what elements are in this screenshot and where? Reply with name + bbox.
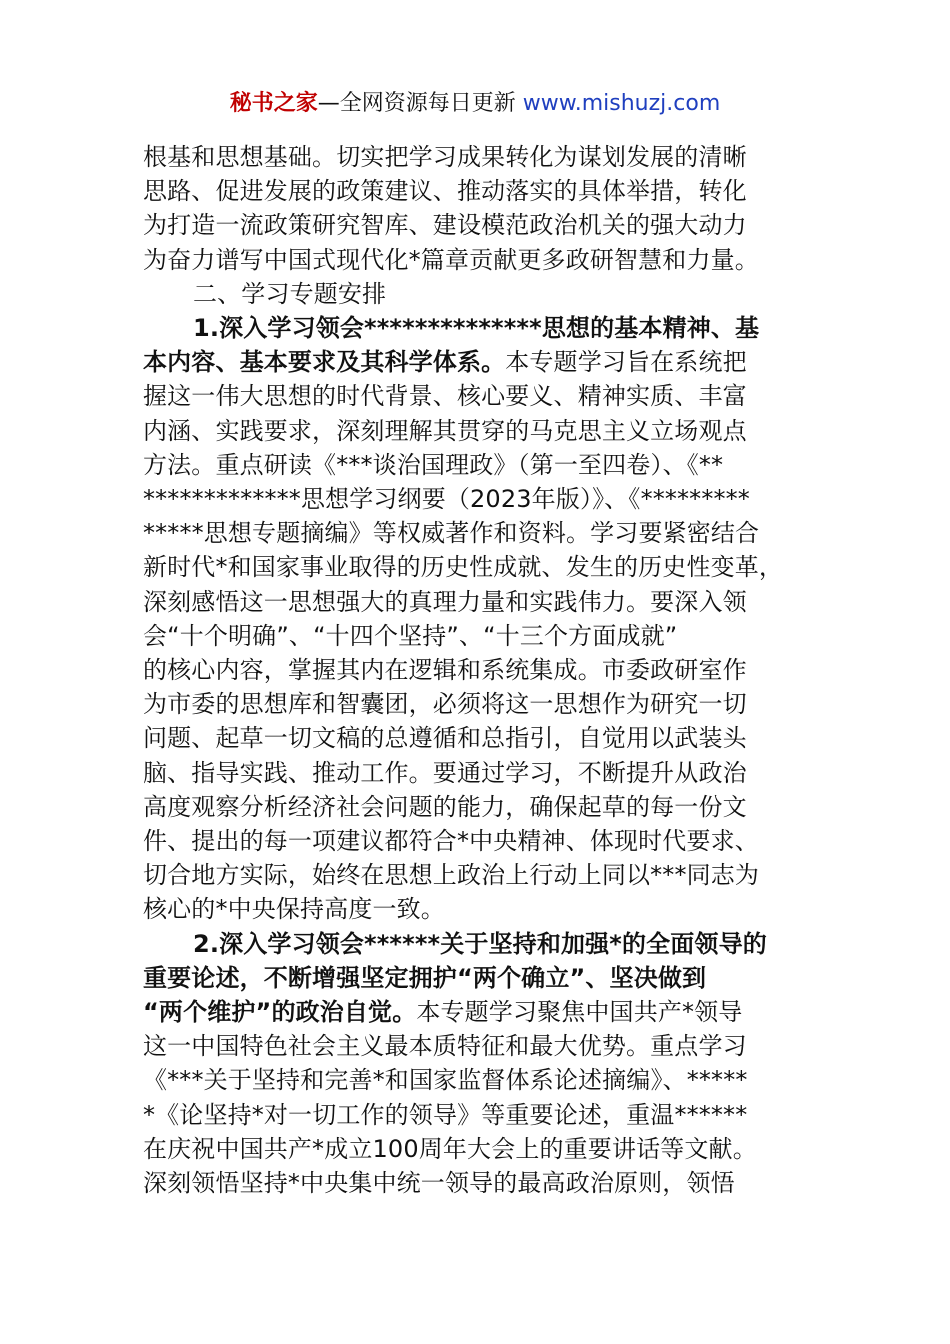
body-line: 为打造一流政策研究智库、建设模范政治机关的强大动力 bbox=[143, 211, 747, 240]
body-line: 在庆祝中国共产*成立100周年大会上的重要讲话等文献。 bbox=[143, 1134, 757, 1163]
topic-2-heading-text: 2.深入学习领会******关于坚持和加强*的全面领导的 bbox=[193, 929, 767, 958]
body-line: *****思想专题摘编》等权威著作和资料。学习要紧密结合 bbox=[143, 519, 760, 548]
body-line: 会“十个明确”、“十四个坚持”、“十三个方面成就” bbox=[143, 621, 678, 650]
body-line: 件、提出的每一项建议都符合*中央精神、体现时代要求、 bbox=[143, 827, 759, 856]
body-line: 问题、起草一切文稿的总遵循和总指引，自觉用以武装头 bbox=[143, 724, 747, 753]
body-line: 内涵、实践要求，深刻理解其贯穿的马克思主义立场观点 bbox=[143, 416, 747, 445]
body-line: 新时代*和国家事业取得的历史性成就、发生的历史性变革， bbox=[143, 553, 784, 582]
body-line: 方法。重点研读《***谈治国理政》（第一至四卷）、《** bbox=[143, 450, 724, 479]
page-header bbox=[0, 88, 950, 120]
body-text: 本专题学习旨在系统把 bbox=[505, 348, 747, 377]
body-line: 脑、指导实践、推动工作。要通过学习，不断提升从政治 bbox=[143, 758, 747, 787]
topic-1-heading-text: 本内容、基本要求及其科学体系。 bbox=[143, 348, 506, 377]
body-line: 深刻感悟这一思想强大的真理力量和实践伟力。要深入领 bbox=[143, 587, 747, 616]
body-line: *《论坚持*对一切工作的领导》等重要论述，重温****** bbox=[143, 1100, 748, 1129]
body-line: 切合地方实际，始终在思想上政治上行动上同以***同志为 bbox=[143, 861, 760, 890]
body-line: 这一中国特色社会主义最本质特征和最大优势。重点学习 bbox=[143, 1032, 747, 1061]
site-url-link[interactable]: www.mishuzj.com bbox=[522, 91, 721, 116]
section-heading bbox=[143, 277, 807, 311]
body-line: 为市委的思想库和智囊团，必须将这一思想作为研究一切 bbox=[143, 690, 747, 719]
body-line: 根基和思想基础。切实把学习成果转化为谋划发展的清晰 bbox=[143, 143, 747, 171]
topic-1-heading-line bbox=[143, 345, 807, 379]
body-line: 握这一伟大思想的时代背景、核心要义、精神实质、丰富 bbox=[143, 382, 747, 411]
topic-2-heading-line bbox=[143, 927, 807, 961]
topic-1-heading-text: 1.深入学习领会**************思想的基本精神、基 bbox=[193, 314, 760, 343]
document-body bbox=[143, 140, 807, 1200]
header-tagline: —全网资源每日更新 bbox=[317, 91, 523, 116]
topic-2-heading-line bbox=[143, 961, 807, 995]
body-text: 本专题学习聚焦中国共产*领导 bbox=[416, 998, 743, 1027]
body-line: 为奋力谱写中国式现代化*篇章贡献更多政研智慧和力量。 bbox=[143, 245, 759, 274]
body-line: 高度观察分析经济社会问题的能力，确保起草的每一份文 bbox=[143, 792, 747, 821]
body-line: 《***关于坚持和完善*和国家监督体系论述摘编》、***** bbox=[143, 1066, 748, 1095]
topic-1-heading-line bbox=[143, 311, 807, 345]
topic-2-heading-line bbox=[143, 995, 807, 1029]
body-line: 的核心内容，掌握其内在逻辑和系统集成。市委政研室作 bbox=[143, 656, 747, 685]
section-heading-text: 二、学习专题安排 bbox=[193, 279, 387, 308]
body-line: 深刻领悟坚持*中央集中统一领导的最高政治原则，领悟 bbox=[143, 1169, 735, 1198]
brand-name: 秘书之家 bbox=[229, 91, 318, 116]
topic-2-heading-text: “两个维护”的政治自觉。 bbox=[143, 998, 417, 1027]
body-line: 核心的*中央保持高度一致。 bbox=[143, 895, 445, 924]
topic-2-heading-text: 重要论述，不断增强坚定拥护“两个确立”、坚决做到 bbox=[143, 963, 707, 992]
body-line: *************思想学习纲要（2023年版）》、《********* bbox=[143, 485, 750, 514]
body-line: 思路、促进发展的政策建议、推动落实的具体举措，转化 bbox=[143, 177, 747, 206]
